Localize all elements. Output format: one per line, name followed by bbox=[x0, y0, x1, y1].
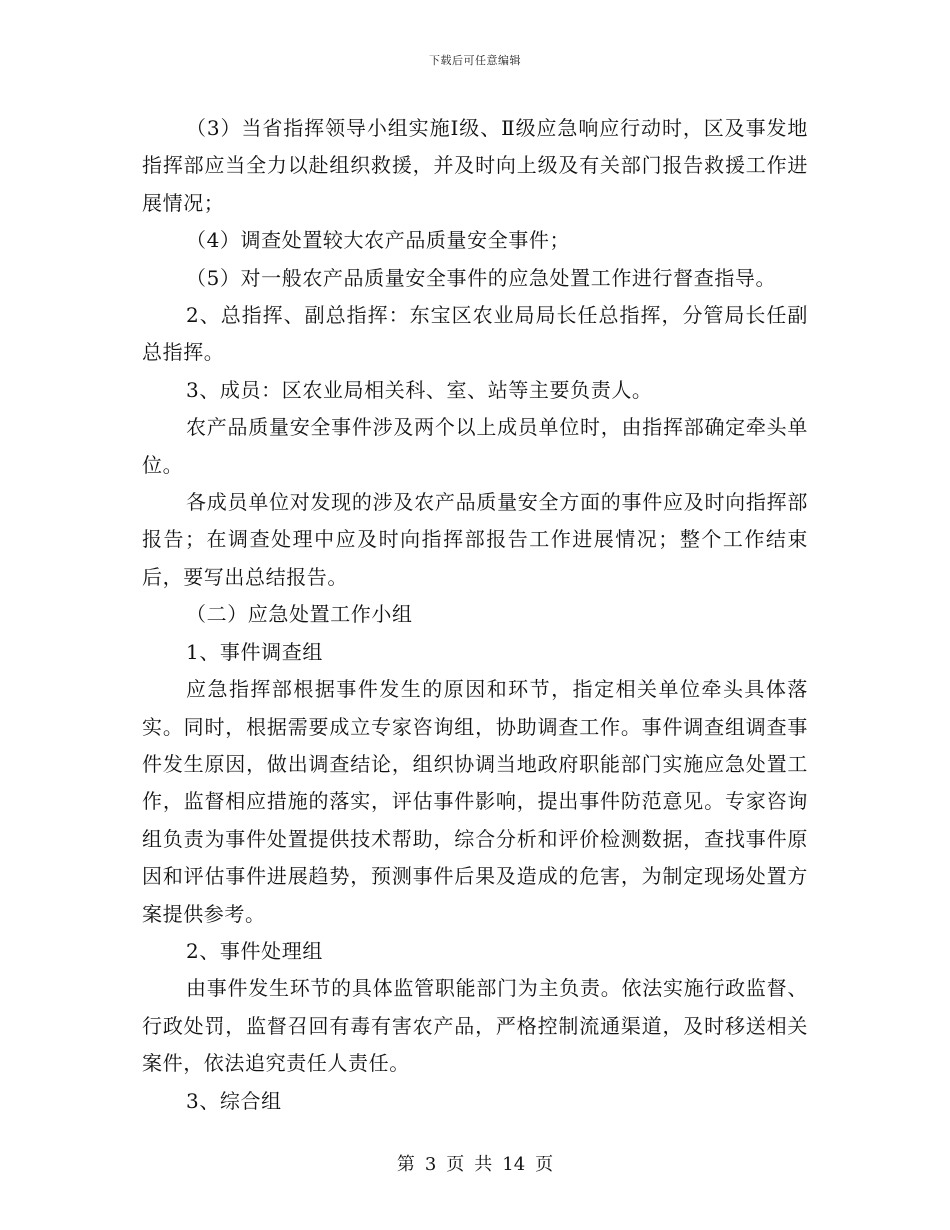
paragraph-1: （3）当省指挥领导小组实施Ⅰ级、Ⅱ级应急响应行动时，区及事发地指挥部应当全力以赴组织救援，并及时向上级及有关部门报告救援工作进展情况； bbox=[142, 116, 808, 215]
document-body bbox=[142, 110, 808, 1120]
paragraph-4: 2、总指挥、副总指挥：东宝区农业局局长任总指挥，分管局长任副总指挥。 bbox=[142, 303, 808, 365]
footer-total-label: 共 bbox=[474, 1154, 493, 1175]
page-number-footer bbox=[0, 1154, 950, 1176]
paragraph-3: （5）对一般农产品质量安全事件的应急处置工作进行督查指导。 bbox=[186, 265, 777, 290]
paragraph-2: （4）调查处置较大农产品质量安全事件； bbox=[186, 228, 571, 253]
subheading-general-group: 3、综合组 bbox=[186, 1088, 282, 1113]
footer-current-page: 3 bbox=[424, 1154, 437, 1175]
subheading-handling-group: 2、事件处理组 bbox=[186, 938, 323, 963]
paragraph-6: 农产品质量安全事件涉及两个以上成员单位时，由指挥部确定牵头单位。 bbox=[142, 415, 808, 477]
subheading-investigation-group: 1、事件调查组 bbox=[186, 639, 323, 664]
footer-total-pages: 14 bbox=[502, 1154, 526, 1175]
section-heading-working-groups: （二）应急处置工作小组 bbox=[186, 602, 413, 627]
paragraph-investigation-group: 应急指挥部根据事件发生的原因和环节，指定相关单位牵头具体落实。同时，根据需要成立专家咨询组，协助调查工作。事件调查组调查事件发生原因，做出调查结论，组织协调当地政府职能部门实施应急处置工作，监督相应措施的落实，评估事件影响，提出事件防范意见。专家咨询组负责为事件处置提供技术帮助，综合分析和评价检测数据，查找事件原因和评估事件进展趋势，预测事件后果及造成的危害，为制定现场处置方案提供参考。 bbox=[142, 677, 808, 926]
page-header-note: 下载后可任意编辑 bbox=[429, 54, 521, 67]
footer-prefix: 第 bbox=[396, 1154, 415, 1175]
paragraph-handling-group: 由事件发生环节的具体监管职能部门为主负责。依法实施行政监督、行政处罚，监督召回有毒有害农产品，严格控制流通渠道，及时移送相关案件，依法追究责任人责任。 bbox=[142, 976, 808, 1076]
footer-suffix: 页 bbox=[535, 1154, 554, 1175]
paragraph-5: 3、成员：区农业局相关科、室、站等主要负责人。 bbox=[186, 377, 653, 402]
paragraph-7: 各成员单位对发现的涉及农产品质量安全方面的事件应及时向指挥部报告；在调查处理中应及时向指挥部报告工作进展情况；整个工作结束后，要写出总结报告。 bbox=[142, 490, 808, 589]
footer-page-label: 页 bbox=[446, 1154, 465, 1175]
